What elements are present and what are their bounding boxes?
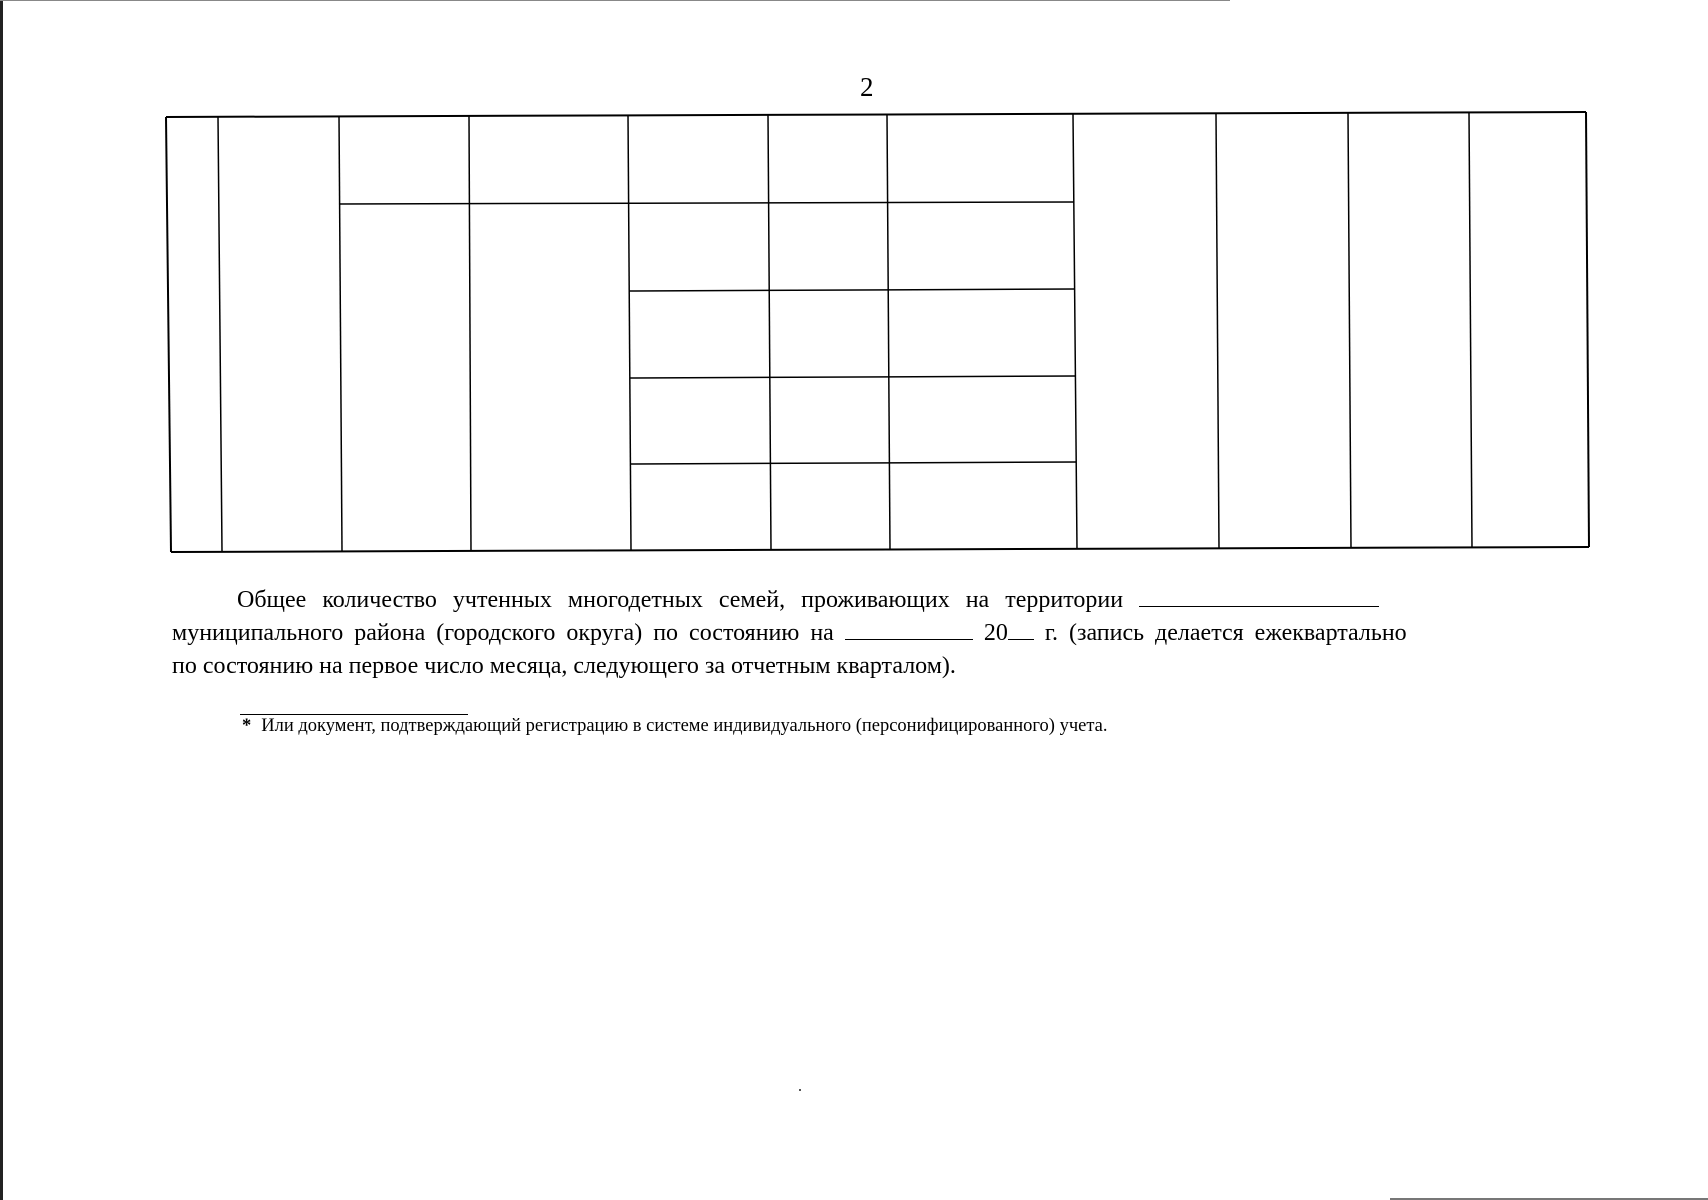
table-border-right xyxy=(1586,112,1589,547)
page-number: 2 xyxy=(860,72,874,102)
table-col-line xyxy=(628,115,631,550)
table-border-left xyxy=(166,117,171,552)
footnote-text: Или документ, подтверждающий регистрацию в системе индивидуального (персонифицированного) учета. xyxy=(261,716,1108,736)
table-row-line xyxy=(629,289,1075,291)
families-count-paragraph xyxy=(172,584,1590,683)
table-col-line xyxy=(1348,113,1351,548)
table-col-line xyxy=(339,116,342,551)
paragraph-line-1-text: Общее количество учтенных многодетных семей, проживающих на территории xyxy=(237,587,1124,613)
table-row-line xyxy=(630,462,1076,464)
paragraph-line-2 xyxy=(172,617,1590,650)
paragraph-line-2-start: муниципального района (городского округа) по состоянию на xyxy=(172,620,834,646)
table-row-line xyxy=(630,376,1076,378)
paragraph-line-1 xyxy=(172,584,1590,617)
footnote-separator xyxy=(240,714,468,715)
table-col-line xyxy=(1073,114,1077,549)
footnote xyxy=(242,716,1108,737)
paragraph-line-2-end: г. (запись делается ежеквартально xyxy=(1044,620,1407,646)
scan-speck xyxy=(799,1089,801,1091)
year-prefix: 20 xyxy=(983,620,1008,646)
table-col-line xyxy=(218,117,222,551)
date-blank-field[interactable] xyxy=(845,617,973,640)
table-col-line xyxy=(469,116,471,551)
table-row-line xyxy=(339,202,1074,204)
territory-blank-field[interactable] xyxy=(1139,584,1379,607)
table-border-top xyxy=(166,112,1586,117)
table-border-bottom xyxy=(171,547,1589,552)
paragraph-line-3: по состоянию на первое число месяца, следующего за отчетным кварталом). xyxy=(172,653,956,679)
year-blank-field[interactable] xyxy=(1008,617,1034,640)
footnote-marker: * xyxy=(242,716,252,736)
table-col-line xyxy=(887,115,890,550)
table-col-line xyxy=(1216,114,1219,548)
table-col-line xyxy=(1469,113,1472,548)
table-col-line xyxy=(768,115,771,550)
